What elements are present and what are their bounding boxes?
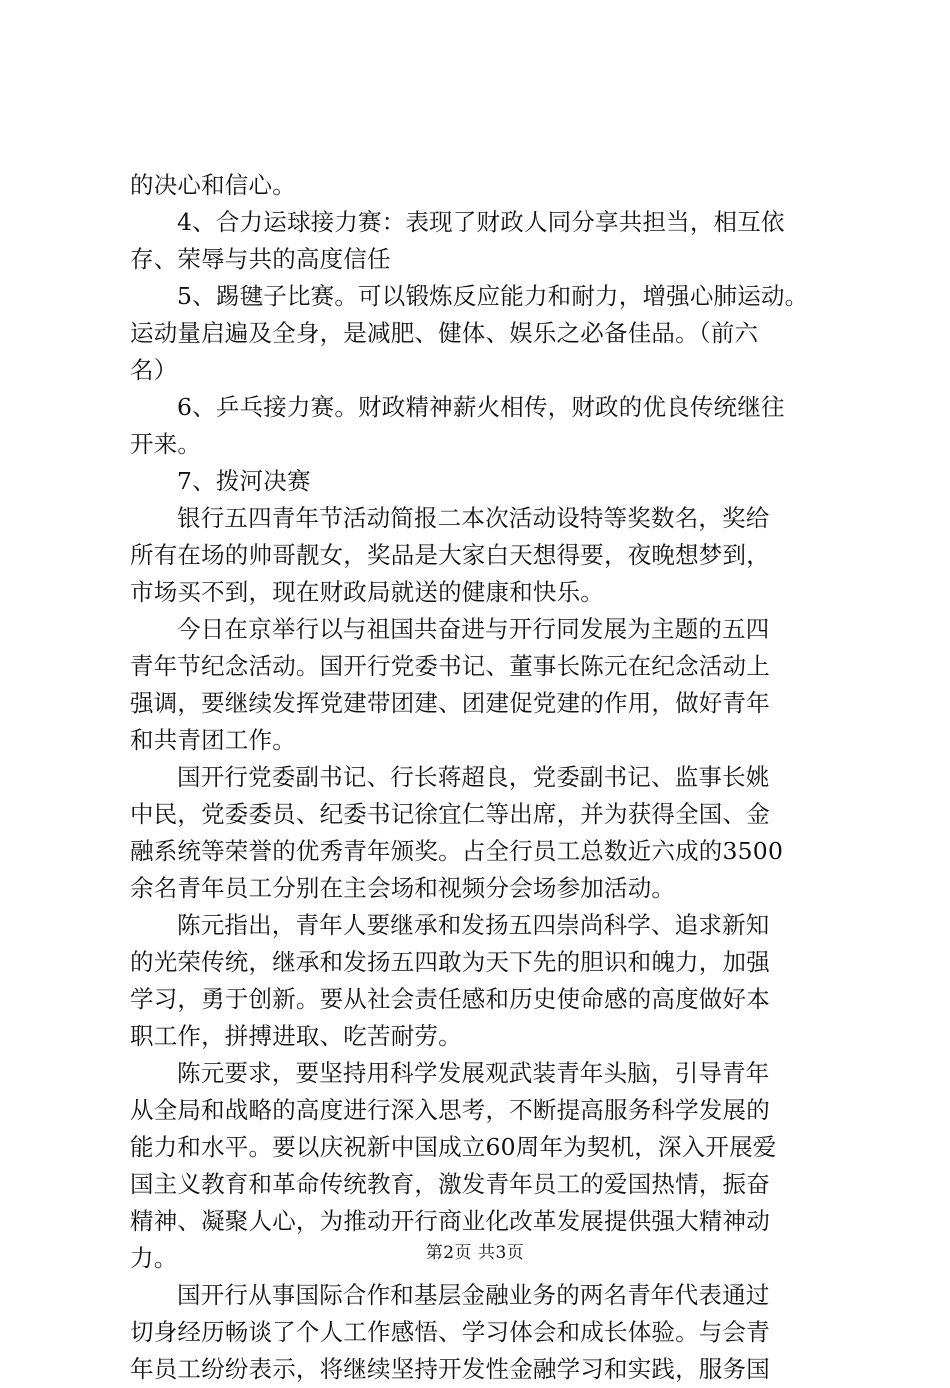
text-line: 银行五四青年节活动简报二本次活动设特等奖数名，奖给 — [177, 504, 770, 532]
text-line: 余名青年员工分别在主会场和视频分会场参加活动。 — [130, 874, 676, 902]
text-line: 能力和水平。要以庆祝新中国成立60周年为契机，深入开展爱 — [130, 1133, 777, 1161]
text-line: 的决心和信心。 — [130, 171, 296, 199]
text-line: 职工作，拼搏进取、吃苦耐劳。 — [130, 1022, 462, 1050]
text-line: 存、荣辱与共的高度信任 — [130, 245, 391, 273]
text-line: 运动量启遍及全身，是减肥、健体、娱乐之必备佳品。（前六 — [130, 319, 759, 347]
text-line: 切身经历畅谈了个人工作感悟、学习体会和成长体验。与会青 — [130, 1318, 770, 1346]
text-line: 从全局和战略的高度进行深入思考，不断提高服务科学发展的 — [130, 1096, 770, 1124]
page-footer — [0, 1241, 950, 1265]
page-number-label: 第2页 共3页 — [425, 1243, 525, 1263]
text-line: 7、拨河决赛 — [177, 467, 311, 495]
text-line: 国开行从事国际合作和基层金融业务的两名青年代表通过 — [177, 1281, 770, 1309]
text-line: 青年节纪念活动。国开行党委书记、董事长陈元在纪念活动上 — [130, 652, 770, 680]
text-line: 国开行党委副书记、行长蒋超良，党委副书记、监事长姚 — [177, 763, 770, 791]
text-line: 市场买不到，现在财政局就送的健康和快乐。 — [130, 578, 604, 606]
text-line: 5、踢毽子比赛。可以锻炼反应能力和耐力，增强心肺运动。 — [177, 282, 809, 310]
text-line: 精神、凝聚人心，为推动开行商业化改革发展提供强大精神动 — [130, 1207, 770, 1235]
text-line: 开来。 — [130, 430, 202, 458]
document-body — [130, 167, 836, 1388]
text-line: 4、合力运球接力赛：表现了财政人同分享共担当，相互依 — [177, 208, 785, 236]
text-line: 强调，要继续发挥党建带团建、团建促党建的作用，做好青年 — [130, 689, 770, 717]
text-line: 名） — [130, 356, 178, 384]
text-line: 的光荣传统，继承和发扬五四敢为天下先的胆识和魄力，加强 — [130, 948, 770, 976]
text-line: 中民，党委委员、纪委书记徐宜仁等出席，并为获得全国、金 — [130, 800, 770, 828]
text-line: 所有在场的帅哥靓女，奖品是大家白天想得要，夜晚想梦到， — [130, 541, 770, 569]
text-line: 力。 — [130, 1244, 178, 1272]
text-line: 6、乒乓接力赛。财政精神薪火相传，财政的优良传统继往 — [177, 393, 785, 421]
text-line: 陈元要求，要坚持用科学发展观武装青年头脑，引导青年 — [177, 1059, 770, 1087]
text-line: 今日在京举行以与祖国共奋进与开行同发展为主题的五四 — [177, 615, 770, 643]
text-line: 年员工纷纷表示，将继续坚持开发性金融学习和实践，服务国 — [130, 1355, 770, 1383]
text-line: 融系统等荣誉的优秀青年颁奖。占全行员工总数近六成的3500 — [130, 837, 784, 865]
text-line: 和共青团工作。 — [130, 726, 296, 754]
text-line: 国主义教育和革命传统教育，激发青年员工的爱国热情，振奋 — [130, 1170, 770, 1198]
text-line: 陈元指出，青年人要继承和发扬五四崇尚科学、追求新知 — [177, 911, 770, 939]
text-line: 学习，勇于创新。要从社会责任感和历史使命感的高度做好本 — [130, 985, 770, 1013]
